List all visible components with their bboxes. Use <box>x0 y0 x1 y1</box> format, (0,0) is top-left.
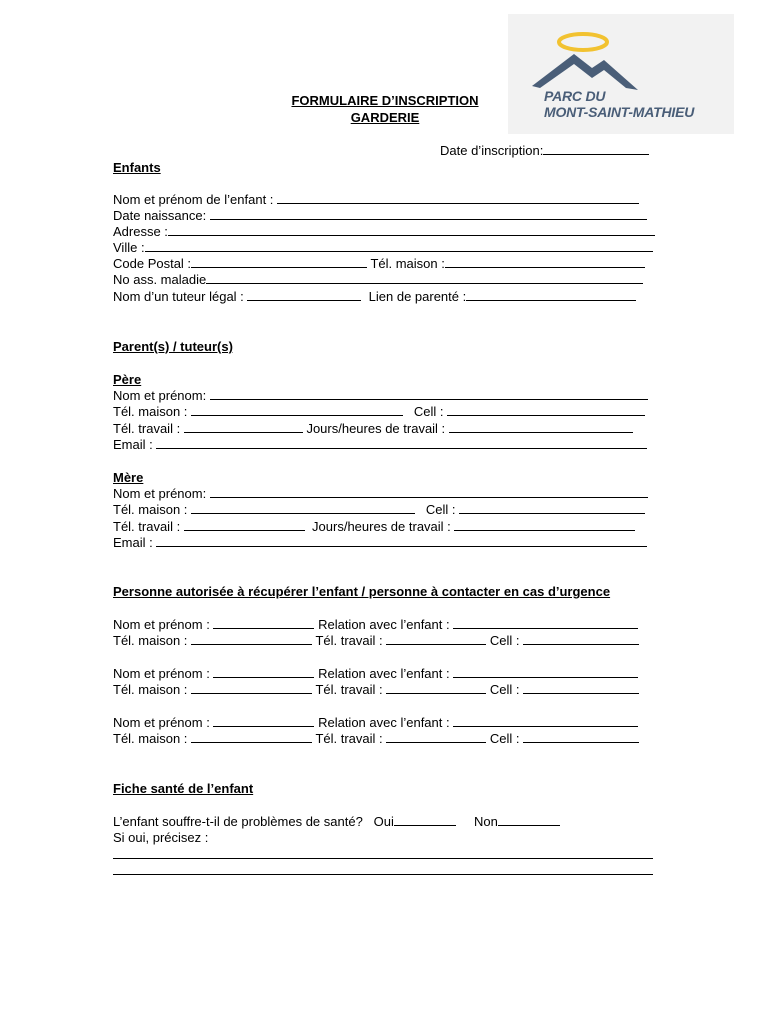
father-email-label: Email : <box>113 437 153 452</box>
contact1-cell-label: Cell : <box>489 633 520 648</box>
father-name-label: Nom et prénom: <box>113 388 207 403</box>
father-heading: Père <box>113 372 142 387</box>
mother-work-field[interactable] <box>113 519 635 535</box>
guardian-label: Nom d’un tuteur légal : <box>113 289 244 304</box>
contact1-relation-label: Relation avec l’enfant : <box>318 617 450 632</box>
date-field[interactable] <box>440 143 649 159</box>
contact3-name-field[interactable] <box>113 715 638 731</box>
mother-name-label: Nom et prénom: <box>113 486 207 501</box>
section-health-heading: Fiche santé de l’enfant <box>113 781 254 796</box>
no-label: Non <box>473 814 498 829</box>
section-authorized-heading: Personne autorisée à récupérer l’enfant / personne à contacter en cas d’urgence <box>113 584 611 599</box>
form-title: FORMULAIRE D’INSCRIPTION <box>291 93 479 108</box>
contact1-home-label: Tél. maison : <box>113 633 188 648</box>
health-question-field[interactable] <box>113 814 560 830</box>
child-name-field[interactable] <box>113 192 639 208</box>
contact2-phone-field[interactable] <box>113 682 639 698</box>
mother-home-label: Tél. maison : <box>113 502 188 517</box>
address-field[interactable] <box>113 224 655 240</box>
father-cell-label: Cell : <box>413 404 444 419</box>
mother-heading: Mère <box>113 470 144 485</box>
section-parents-heading: Parent(s) / tuteur(s) <box>113 339 233 354</box>
father-phone-field[interactable] <box>113 404 645 420</box>
mother-email-label: Email : <box>113 535 153 550</box>
contact2-work-label: Tél. travail : <box>315 682 383 697</box>
mother-work-label: Tél. travail : <box>113 519 181 534</box>
address-label: Adresse : <box>113 224 168 239</box>
contact2-relation-label: Relation avec l’enfant : <box>318 666 450 681</box>
health-question-label: L’enfant souffre-t-il de problèmes de santé? <box>113 814 363 829</box>
father-name-field[interactable] <box>113 388 648 404</box>
date-label: Date d’inscription: <box>440 143 544 158</box>
mother-hours-label: Jours/heures de travail : <box>312 519 451 534</box>
mother-phone-field[interactable] <box>113 502 645 518</box>
form-subtitle: GARDERIE <box>350 110 420 125</box>
father-hours-label: Jours/heures de travail : <box>306 421 446 436</box>
birth-date-label: Date naissance: <box>113 208 207 223</box>
father-work-field[interactable] <box>113 421 633 437</box>
logo-line2: MONT-SAINT-MATHIEU <box>544 104 695 120</box>
contact2-name-field[interactable] <box>113 666 638 682</box>
father-email-field[interactable] <box>113 437 647 453</box>
mother-cell-label: Cell : <box>425 502 456 517</box>
health-specify-label: Si oui, précisez : <box>113 830 209 845</box>
contact2-name-label: Nom et prénom : <box>113 666 210 681</box>
health-details-line-2[interactable] <box>113 874 653 875</box>
contact1-phone-field[interactable] <box>113 633 639 649</box>
contact1-name-field[interactable] <box>113 617 638 633</box>
health-insurance-label: No ass. maladie <box>113 272 207 287</box>
father-home-label: Tél. maison : <box>113 404 188 419</box>
father-work-label: Tél. travail : <box>113 421 181 436</box>
contact2-cell-label: Cell : <box>489 682 520 697</box>
health-details-line-1[interactable] <box>113 858 653 859</box>
contact1-work-label: Tél. travail : <box>315 633 383 648</box>
home-phone-label: Tél. maison : <box>370 256 445 271</box>
section-enfants-heading: Enfants <box>113 160 161 175</box>
birth-date-field[interactable] <box>113 208 647 224</box>
guardian-field[interactable] <box>113 289 636 305</box>
health-insurance-field[interactable] <box>113 272 643 288</box>
park-logo <box>508 14 734 134</box>
yes-label: Oui <box>373 814 394 829</box>
contact3-cell-label: Cell : <box>489 731 520 746</box>
postal-label: Code Postal : <box>113 256 192 271</box>
child-name-label: Nom et prénom de l’enfant : <box>113 192 274 207</box>
contact1-name-label: Nom et prénom : <box>113 617 210 632</box>
contact3-home-label: Tél. maison : <box>113 731 188 746</box>
postal-phone-field[interactable] <box>113 256 645 272</box>
contact3-name-label: Nom et prénom : <box>113 715 210 730</box>
contact3-relation-label: Relation avec l’enfant : <box>318 715 450 730</box>
mother-email-field[interactable] <box>113 535 647 551</box>
mother-name-field[interactable] <box>113 486 648 502</box>
contact3-phone-field[interactable] <box>113 731 639 747</box>
city-label: Ville : <box>113 240 145 255</box>
logo-line1: PARC DU <box>544 88 606 104</box>
city-field[interactable] <box>113 240 653 256</box>
relationship-label: Lien de parenté : <box>368 289 467 304</box>
contact2-home-label: Tél. maison : <box>113 682 188 697</box>
contact3-work-label: Tél. travail : <box>315 731 383 746</box>
